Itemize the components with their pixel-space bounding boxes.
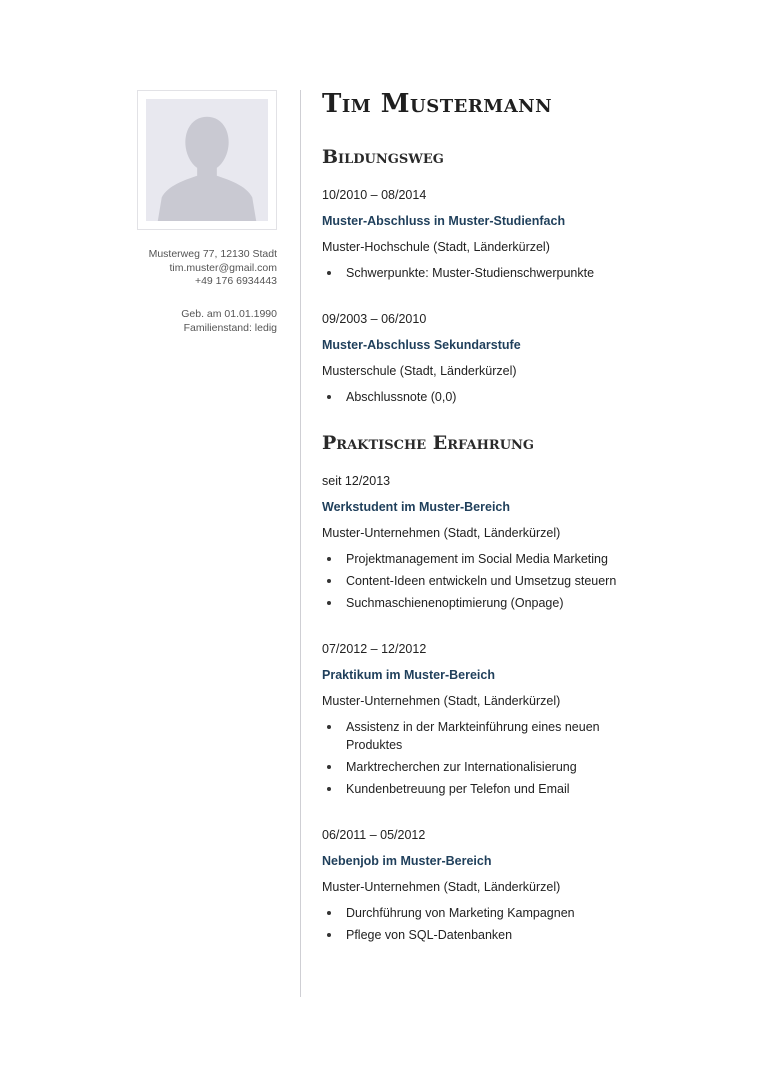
- bullet-icon: [327, 933, 331, 937]
- experience-entry: [322, 822, 742, 944]
- entry-bullets: [322, 388, 742, 406]
- bullet-icon: [327, 271, 331, 275]
- list-item: Pflege von SQL-Datenbanken: [322, 926, 742, 944]
- entry-bullets: [322, 264, 742, 282]
- bullet-icon: [327, 765, 331, 769]
- entry-role: Muster-Abschluss Sekundarstufe: [322, 338, 521, 352]
- section-title: Bildungsweg: [322, 146, 444, 168]
- entry-role: Praktikum im Muster-Bereich: [322, 668, 495, 682]
- entry-bullets: [322, 904, 742, 944]
- list-item: Kundenbetreuung per Telefon und Email: [322, 780, 742, 798]
- list-item: Content-Ideen entwickeln und Umsetzug steuern: [322, 572, 742, 590]
- bullet-icon: [327, 579, 331, 583]
- bullet-icon: [327, 911, 331, 915]
- list-item: Marktrecherchen zur Internationalisierung: [322, 758, 742, 776]
- experience-entry: [322, 636, 742, 798]
- section-experience: [322, 430, 742, 944]
- entry-role: Muster-Abschluss in Muster-Studienfach: [322, 214, 566, 228]
- entry-bullets: [322, 718, 742, 798]
- entry-role: Nebenjob im Muster-Bereich: [322, 854, 492, 868]
- birth-date-text: Geb. am 01.01.1990: [181, 308, 277, 320]
- person-name: Tim Mustermann: [322, 89, 553, 119]
- entry-organization: Muster-Unternehmen (Stadt, Länderkürzel): [322, 694, 561, 708]
- entry-organization: Muster-Hochschule (Stadt, Länderkürzel): [322, 240, 550, 254]
- bullet-icon: [327, 395, 331, 399]
- bullet-icon: [327, 557, 331, 561]
- entry-date: 06/2011 – 05/2012: [322, 828, 426, 842]
- list-item: Assistenz in der Markteinführung eines neuen Produktes: [322, 718, 742, 754]
- profile-photo: [137, 90, 277, 230]
- bullet-icon: [327, 787, 331, 791]
- phone-text: +49 176 6934443: [194, 275, 277, 287]
- list-item: Schwerpunkte: Muster-Studienschwerpunkte: [322, 264, 742, 282]
- entry-bullets: [322, 550, 742, 612]
- entry-date: 09/2003 – 06/2010: [322, 312, 427, 326]
- section-education: [322, 144, 742, 406]
- personal-info: [100, 308, 277, 335]
- bullet-icon: [327, 601, 331, 605]
- list-item: Projektmanagement im Social Media Marketing: [322, 550, 742, 568]
- entry-organization: Muster-Unternehmen (Stadt, Länderkürzel): [322, 880, 561, 894]
- list-item: Suchmaschienenoptimierung (Onpage): [322, 594, 742, 612]
- address-text: Musterweg 77, 12130 Stadt: [148, 248, 277, 260]
- entry-date: 10/2010 – 08/2014: [322, 188, 427, 202]
- marital-status-text: Familienstand: ledig: [183, 321, 277, 334]
- list-item: Abschlussnote (0,0): [322, 388, 742, 406]
- list-item: Durchführung von Marketing Kampagnen: [322, 904, 742, 922]
- entry-role: Werkstudent im Muster-Bereich: [322, 500, 511, 514]
- entry-date: seit 12/2013: [322, 474, 391, 488]
- entry-organization: Muster-Unternehmen (Stadt, Länderkürzel): [322, 526, 561, 540]
- education-entry: [322, 182, 742, 282]
- entry-organization: Musterschule (Stadt, Länderkürzel): [322, 364, 517, 378]
- education-entry: [322, 306, 742, 406]
- bullet-icon: [327, 725, 331, 729]
- email-text: tim.muster@gmail.com: [169, 261, 277, 274]
- entry-date: 07/2012 – 12/2012: [322, 642, 427, 656]
- experience-entry: [322, 468, 742, 612]
- vertical-divider: [300, 90, 301, 997]
- main-content: [322, 86, 742, 948]
- person-silhouette-icon: [146, 99, 268, 221]
- section-title: Praktische Erfahrung: [322, 432, 535, 454]
- contact-info: [100, 248, 277, 289]
